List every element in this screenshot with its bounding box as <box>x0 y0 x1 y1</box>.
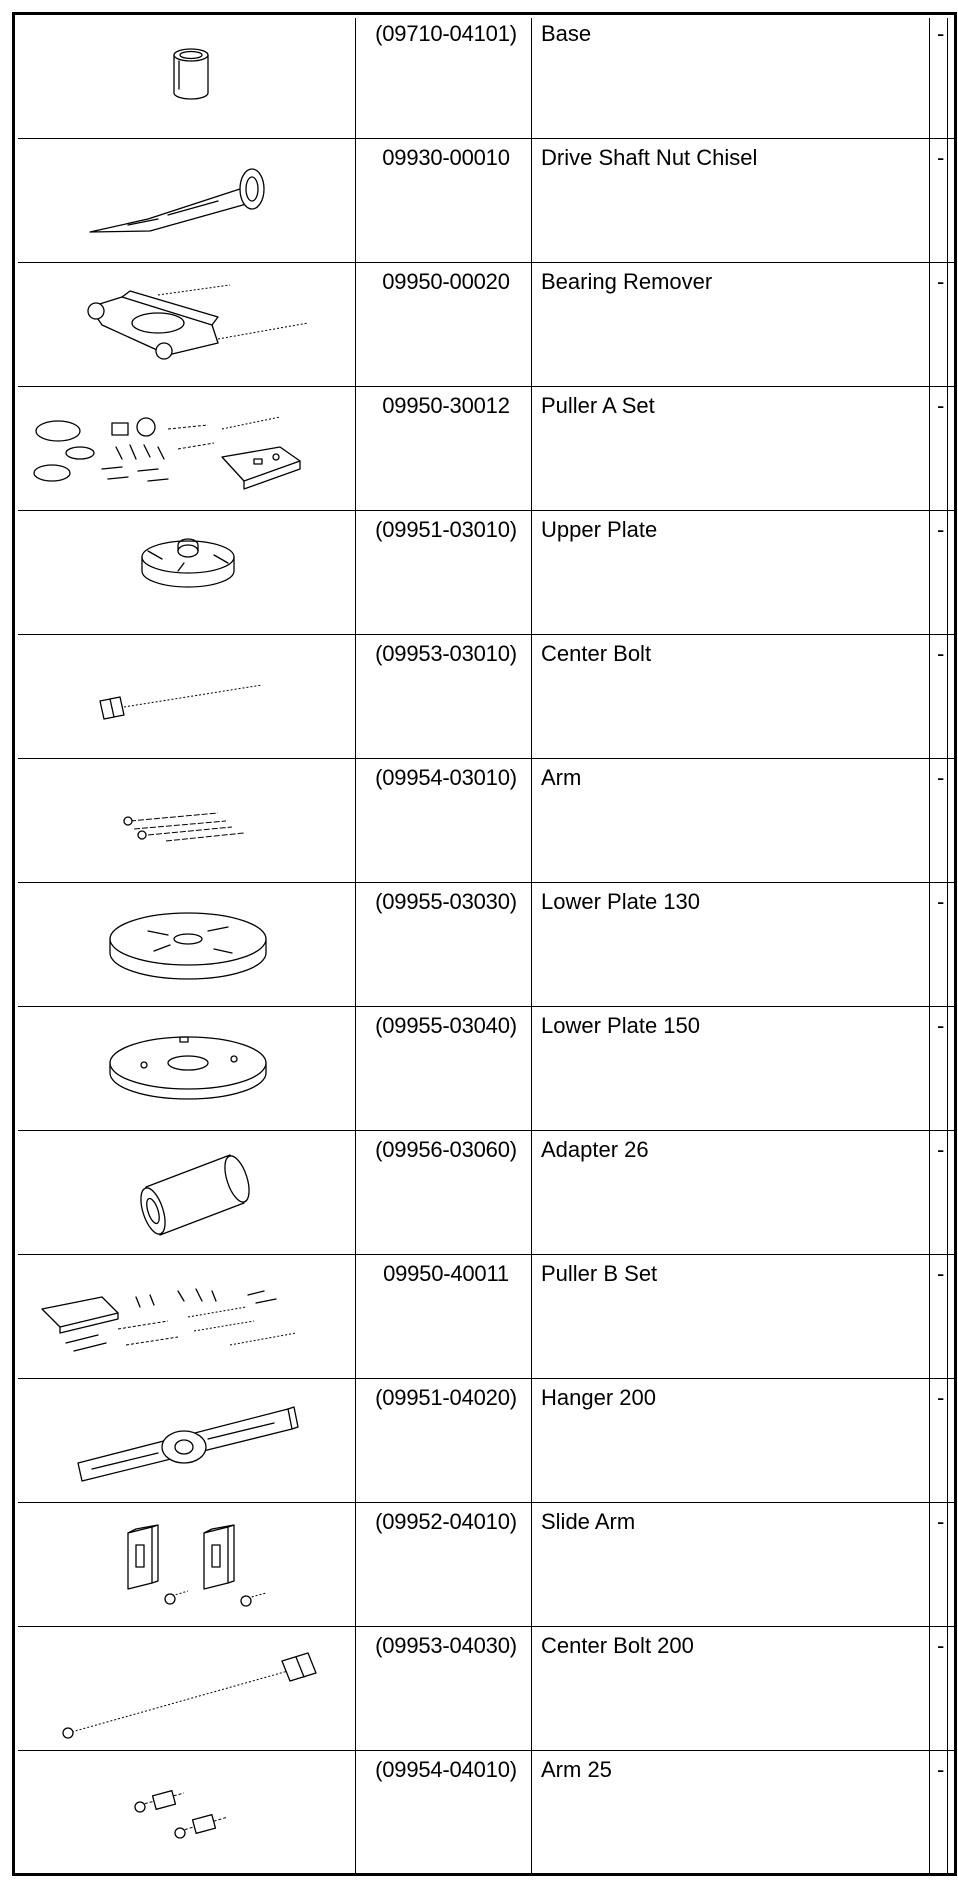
part-number: (09954-03010) <box>375 765 517 790</box>
quantity: - <box>937 1137 945 1162</box>
tool-name: Hanger 200 <box>541 1385 656 1410</box>
tool-name: Puller A Set <box>541 393 655 418</box>
table-row <box>18 511 957 635</box>
part-number: (09954-04010) <box>375 1757 517 1782</box>
part-number: (09956-03060) <box>375 1137 517 1162</box>
table-row <box>18 139 957 263</box>
quantity: - <box>937 21 945 46</box>
table-row <box>18 1627 957 1751</box>
chisel-icon <box>18 139 358 262</box>
tool-name: Adapter 26 <box>541 1137 649 1162</box>
tool-name: Center Bolt 200 <box>541 1633 694 1658</box>
table-row <box>18 1751 957 1875</box>
quantity: - <box>937 393 945 418</box>
table-row <box>18 387 957 511</box>
quantity: - <box>937 889 945 914</box>
part-number: (09710-04101) <box>375 21 517 46</box>
quantity: - <box>937 1509 945 1534</box>
table-row <box>18 1379 957 1503</box>
lower-plate-icon <box>18 1007 358 1130</box>
quantity: - <box>937 1385 945 1410</box>
part-number: (09955-03040) <box>375 1013 517 1038</box>
lower-plate-icon <box>18 883 358 1006</box>
quantity: - <box>937 145 945 170</box>
part-number: 09930-00010 <box>382 145 510 170</box>
quantity: - <box>937 765 945 790</box>
table-row <box>18 1131 957 1255</box>
arm-set-icon <box>18 759 358 882</box>
bearing-remover-icon <box>18 263 358 386</box>
adapter-icon <box>18 1131 358 1254</box>
arm-pair-icon <box>18 1751 358 1874</box>
tool-name: Arm <box>541 765 582 790</box>
part-number: 09950-30012 <box>382 393 510 418</box>
tool-list-sheet <box>12 12 958 1880</box>
puller-set-icon <box>18 387 358 510</box>
part-number: (09953-03010) <box>375 641 517 666</box>
part-number: 09950-00020 <box>382 269 510 294</box>
quantity: - <box>937 269 945 294</box>
hanger-icon <box>18 1379 358 1502</box>
upper-plate-icon <box>18 511 358 634</box>
table-row <box>18 883 957 1007</box>
quantity: - <box>937 641 945 666</box>
center-bolt-icon <box>18 635 358 758</box>
table-row <box>18 1503 957 1627</box>
part-number: (09952-04010) <box>375 1509 517 1534</box>
part-number: (09951-03010) <box>375 517 517 542</box>
tool-name: Slide Arm <box>541 1509 636 1534</box>
part-number: (09955-03030) <box>375 889 517 914</box>
tool-name: Center Bolt <box>541 641 652 666</box>
tool-name: Lower Plate 150 <box>541 1013 700 1038</box>
quantity: - <box>937 517 945 542</box>
puller-set-icon <box>18 1255 358 1378</box>
tool-name: Arm 25 <box>541 1757 612 1782</box>
quantity: - <box>937 1633 945 1658</box>
tool-name: Drive Shaft Nut Chisel <box>541 145 758 170</box>
tool-name: Bearing Remover <box>541 269 713 294</box>
quantity: - <box>937 1757 945 1782</box>
table-row <box>18 1255 957 1379</box>
long-bolt-icon <box>18 1627 358 1750</box>
tool-name: Upper Plate <box>541 517 658 542</box>
table-row <box>18 263 957 387</box>
table-frame <box>12 12 957 1876</box>
part-number: (09953-04030) <box>375 1633 517 1658</box>
part-number: (09951-04020) <box>375 1385 517 1410</box>
tool-name: Lower Plate 130 <box>541 889 700 914</box>
part-number: 09950-40011 <box>383 1261 509 1286</box>
quantity: - <box>937 1261 945 1286</box>
table-row <box>18 759 957 883</box>
tool-name: Base <box>541 21 592 46</box>
base-icon <box>18 15 358 138</box>
slide-arm-icon <box>18 1503 358 1626</box>
table-row <box>18 1007 957 1131</box>
quantity: - <box>937 1013 945 1038</box>
tool-name: Puller B Set <box>541 1261 658 1286</box>
table-row <box>18 15 957 139</box>
table-row <box>18 635 957 759</box>
